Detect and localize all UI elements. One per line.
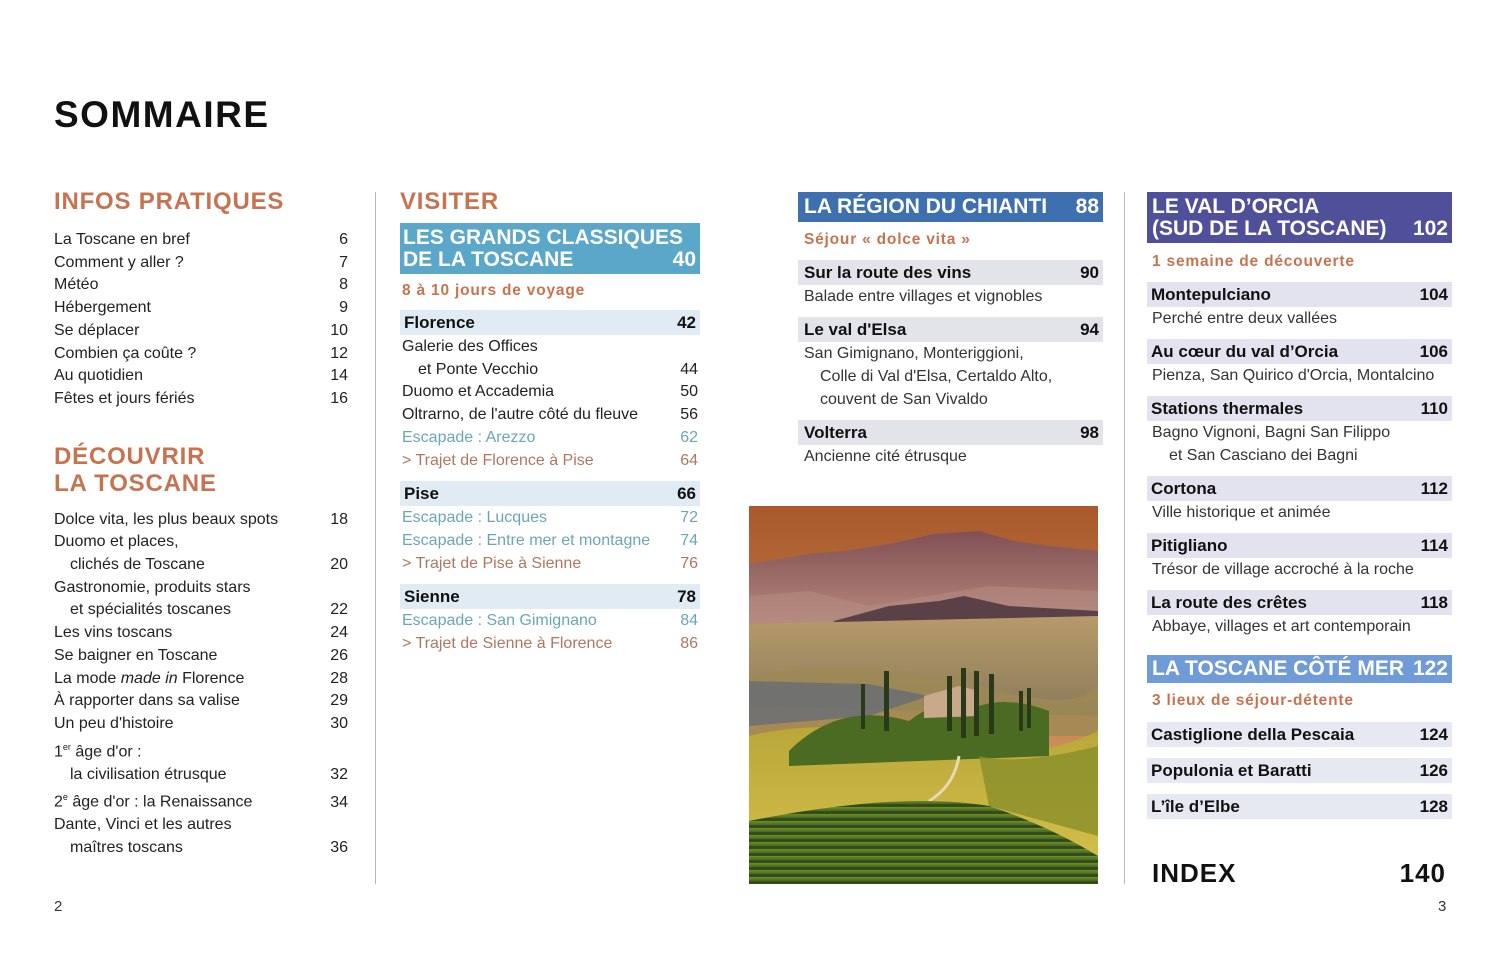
toc-entry[interactable]: Se déplacer 10 [54,321,348,339]
heading-montepulciano[interactable]: Montepulciano 104 [1147,282,1452,307]
toc-entry[interactable]: 2e âge d'or : la Renaissance 34 [54,792,348,811]
heading-populonia[interactable]: Populonia et Baratti 126 [1147,758,1452,783]
toc-entry[interactable]: Au quotidien 14 [54,367,348,385]
toc-entry[interactable]: la civilisation étrusque 32 [70,765,348,783]
heading-route-des-vins[interactable]: Sur la route des vins 90 [798,260,1103,285]
toc-entry[interactable]: Combien ça coûte ? 12 [54,344,348,362]
infos-pratiques-list [54,229,350,411]
sienne-list [400,609,700,655]
column-chianti: LA RÉGION DU CHIANTI 88 Séjour « dolce vita » Sur la route des vins 90 Balade entre villages et vignobles Le val d'Elsa 94 San Gimignano, Monteriggioni, Colle di Val d'Elsa, Certaldo Alto, couvent de San Vivaldo Volterra 98 Ancienne cité étrusque [798,192,1103,468]
subtitle-semaine: 1 semaine de découverte [1152,253,1355,270]
toc-entry[interactable]: clichés de Toscane 20 [70,556,348,574]
heading-stations-thermales[interactable]: Stations thermales 110 [1147,396,1452,421]
section-title-decouvrir: DÉCOUVRIR LA TOSCANE [54,442,217,497]
toc-entry[interactable]: maîtres toscans 36 [70,839,348,857]
toc-entry[interactable]: et Ponte Vecchio 44 [418,360,698,378]
heading-coeur-val-orcia[interactable]: Au cœur du val d’Orcia 106 [1147,339,1452,364]
toc-entry-escapade[interactable]: Escapade : Entre mer et montagne 74 [402,531,698,549]
toc-entry[interactable]: 1er âge d'or : [54,741,142,760]
column-divider [375,192,376,884]
toc-entry-escapade[interactable]: Escapade : Arezzo 62 [402,428,698,446]
toc-entry[interactable]: Oltrarno, de l'autre côté du fleuve 56 [402,406,698,424]
heading-pise[interactable]: Pise 66 [400,481,700,506]
section-title-infos-pratiques: INFOS PRATIQUES [54,188,285,215]
toc-entry[interactable]: La Toscane en bref 6 [54,231,348,248]
toc-entry[interactable]: Se baigner en Toscane 26 [54,646,348,664]
heading-ile-d-elbe[interactable]: L’île d’Elbe 128 [1147,794,1452,819]
column-val-orcia: LE VAL D’ORCIA (SUD DE LA TOSCANE) 102 1 semaine de découverte Montepulciano 104 Perché entre deux vallées Au cœur du val d’Orcia 106 Pienza, San Quirico d'Orcia, Montalcino Stations thermales 110 Bagno Vignoni, Bagni San Filippo et San Casciano dei Bagni Cortona 112 Ville historique et animée Pitigliano 114 Trésor de village accroché à la roche La route des crêtes 118 Abbaye, villages et art contemporain LA TOSCANE CÔTÉ MER 122 3 lieux de séjour-détente Castiglione della Pescaia 124 Populonia et Baratti 126 L’île d’Elbe 128 [1147,192,1452,819]
heading-florence[interactable]: Florence 42 [400,310,700,335]
toc-entry[interactable]: et spécialités toscanes 22 [70,601,348,619]
banner-chianti[interactable]: LA RÉGION DU CHIANTI 88 [798,192,1103,222]
toc-entry[interactable]: À rapporter dans sa valise 29 [54,692,348,710]
subtitle-duration: 8 à 10 jours de voyage [402,282,586,299]
toc-entry[interactable]: Météo 8 [54,276,348,294]
toc-entry-trajet[interactable]: > Trajet de Pise à Sienne 76 [402,554,698,572]
page-number-right: 3 [1438,898,1447,915]
banner-val-orcia[interactable]: LE VAL D’ORCIA (SUD DE LA TOSCANE) 102 [1147,192,1452,243]
toc-entry[interactable]: Duomo et Accademia 50 [402,383,698,401]
toc-entry[interactable]: Dolce vita, les plus beaux spots 18 [54,510,348,528]
toc-entry-escapade[interactable]: Escapade : San Gimignano 84 [402,612,698,630]
decouvrir-list [54,509,350,860]
heading-route-des-cretes[interactable]: La route des crêtes 118 [1147,590,1452,615]
column-visiter [400,188,700,656]
tuscany-landscape-photo [749,506,1098,884]
pise-list [400,506,700,575]
heading-castiglione[interactable]: Castiglione della Pescaia 124 [1147,722,1452,747]
florence-list [400,335,700,472]
column-infos-decouvrir [54,188,350,860]
banner-grands-classiques[interactable]: LES GRANDS CLASSIQUES DE LA TOSCANE 40 [400,223,700,274]
subtitle-lieux: 3 lieux de séjour-détente [1152,692,1354,709]
column-divider [1124,192,1125,884]
toc-entry[interactable]: Hébergement 9 [54,299,348,317]
toc-entry[interactable]: Les vins toscans 24 [54,624,348,642]
toc-entry-trajet[interactable]: > Trajet de Sienne à Florence 86 [402,635,698,653]
toc-entry[interactable]: Fêtes et jours fériés 16 [54,389,348,407]
index-entry[interactable]: INDEX 140 [1152,858,1446,888]
toc-entry[interactable]: Galerie des Offices [402,338,538,355]
page-title: SOMMAIRE [54,94,270,135]
heading-cortona[interactable]: Cortona 112 [1147,476,1452,501]
subtitle-sejour: Séjour « dolce vita » [804,231,971,248]
heading-pitigliano[interactable]: Pitigliano 114 [1147,533,1452,558]
heading-val-d-elsa[interactable]: Le val d'Elsa 94 [798,317,1103,342]
toc-entry-trajet[interactable]: > Trajet de Florence à Pise 64 [402,451,698,469]
toc-entry-escapade[interactable]: Escapade : Lucques 72 [402,509,698,527]
toc-entry[interactable]: Un peu d'histoire 30 [54,714,348,732]
toc-entry[interactable]: Dante, Vinci et les autres [54,816,232,834]
toc-entry[interactable]: La mode made in Florence 28 [54,669,348,687]
toc-entry[interactable]: Comment y aller ? 7 [54,253,348,271]
section-title-visiter: VISITER [400,188,499,215]
heading-volterra[interactable]: Volterra 98 [798,420,1103,445]
toc-entry[interactable]: Duomo et places, [54,533,179,551]
heading-sienne[interactable]: Sienne 78 [400,584,700,609]
page-number-left: 2 [54,898,63,915]
toc-entry[interactable]: Gastronomie, produits stars [54,578,251,596]
banner-cote-mer[interactable]: LA TOSCANE CÔTÉ MER 122 [1147,655,1452,683]
